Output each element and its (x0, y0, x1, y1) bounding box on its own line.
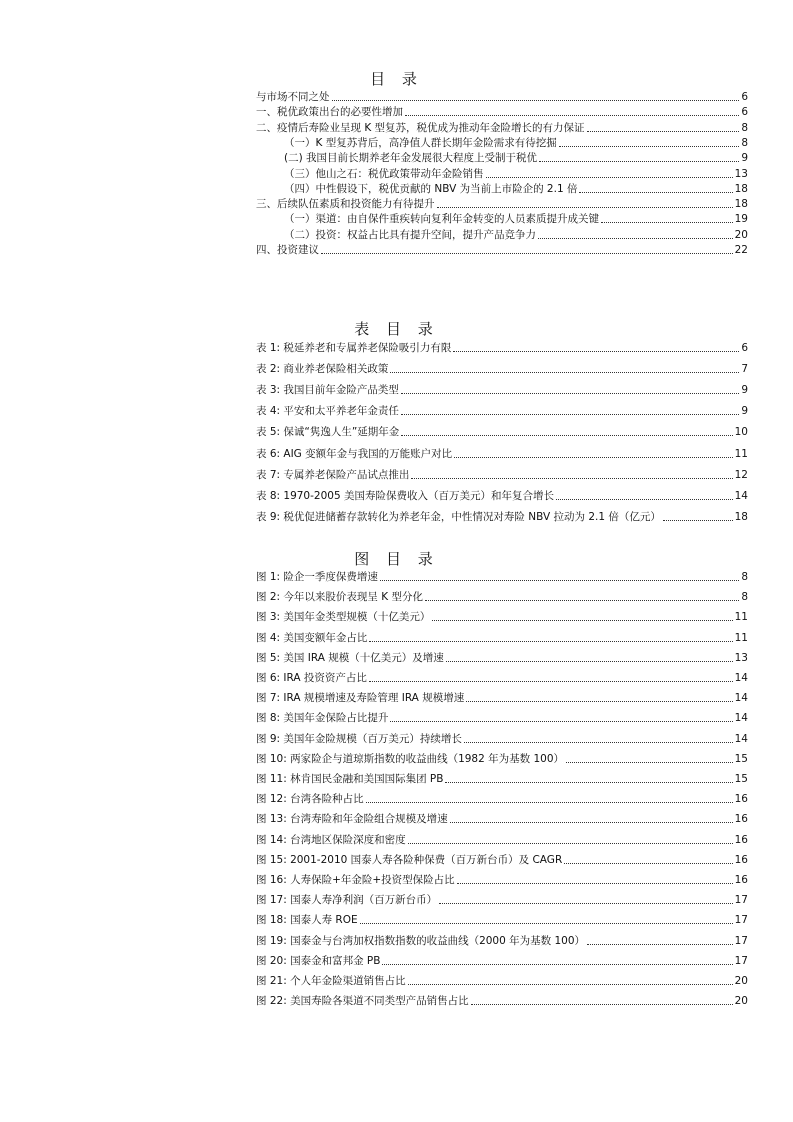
figure-index-entry[interactable] (256, 831, 748, 847)
toc-title: 目 录 (370, 70, 423, 88)
toc-entry-label: 二、疫情后寿险业呈现 K 型复苏，税优成为推动年金险增长的有力保证 (256, 121, 585, 134)
table-index-entry[interactable] (256, 360, 748, 376)
toc-entry[interactable] (256, 165, 748, 181)
dot-leader (439, 903, 733, 904)
figure-index-entry[interactable] (256, 689, 748, 705)
table-index-entry-page-number: 12 (734, 468, 748, 481)
dot-leader (566, 762, 733, 763)
toc-entry[interactable] (256, 149, 748, 165)
figure-index-entry[interactable] (256, 952, 748, 968)
figure-index-entry[interactable] (256, 568, 748, 584)
figure-index-entry-page-number: 11 (734, 631, 748, 644)
dot-leader (464, 742, 733, 743)
figure-index-entry-page-number: 8 (741, 571, 748, 583)
toc-entry-label: 四、投资建议 (256, 244, 319, 256)
toc-entry-page-number: 8 (741, 121, 748, 134)
figure-index-entry-page-number: 20 (734, 995, 748, 1008)
toc-entry[interactable] (256, 241, 748, 257)
dot-leader (366, 802, 733, 803)
dot-leader (587, 944, 733, 945)
table-index-entry-page-number: 9 (741, 384, 748, 397)
toc-entry[interactable] (256, 119, 748, 135)
dot-leader (538, 238, 733, 239)
toc-entry-label: 与市场不同之处 (256, 91, 330, 103)
figure-index-entry-label: 图 2: 今年以来股价表现呈 K 型分化 (256, 591, 423, 604)
toc-entry-label: （二）投资：权益占比具有提升空间，提升产品竞争力 (284, 228, 536, 241)
table-index-entry[interactable] (256, 466, 748, 482)
figure-index-entry-label: 图 18: 国泰人寿 ROE (256, 914, 358, 927)
figure-index-entry[interactable] (256, 810, 748, 826)
dot-leader (408, 984, 733, 985)
dot-leader (321, 253, 733, 254)
dot-leader (401, 393, 739, 394)
toc-entry-label: （一）K 型复苏背后，高净值人群长期年金险需求有待挖掘 (284, 136, 557, 149)
table-index-entry-label: 表 3: 我国目前年金险产品类型 (256, 384, 399, 397)
figure-index-entry-label: 图 9: 美国年金险规模（百万美元）持续增长 (256, 732, 462, 745)
figure-index-entry-page-number: 15 (734, 752, 748, 765)
table-index-entry-label: 表 6: AIG 变额年金与我国的万能账户对比 (256, 447, 453, 460)
figure-index-entry-page-number: 14 (734, 712, 748, 725)
figure-index-entry[interactable] (256, 629, 748, 645)
dot-leader (401, 435, 732, 436)
dot-leader (663, 520, 733, 521)
dot-leader (411, 478, 732, 479)
table-index-entry-page-number: 7 (741, 363, 748, 376)
table-index-entry-label: 表 9: 税优促进储蓄存款转化为养老年金，中性情况对寿险 NBV 拉动为 2.1 倍（亿元） (256, 510, 661, 523)
dot-leader (369, 681, 733, 682)
table-index-entry-page-number: 6 (741, 342, 748, 354)
dot-leader (466, 701, 732, 702)
dot-leader (453, 351, 739, 352)
table-index-entry[interactable] (256, 339, 748, 355)
figure-index-entry-label: 图 1: 险企一季度保费增速 (256, 571, 378, 583)
figure-index-entry-label: 图 22: 美国寿险各渠道不同类型产品销售占比 (256, 995, 469, 1008)
toc-entry-page-number: 22 (734, 244, 748, 256)
table-index-entry-label: 表 5: 保诚“隽逸人生”延期年金 (256, 426, 400, 439)
figure-index-entry[interactable] (256, 891, 748, 907)
figure-index-entry[interactable] (256, 709, 748, 725)
toc-entry-page-number: 6 (741, 91, 748, 103)
toc-entry-page-number: 8 (741, 136, 748, 149)
table-index-entry-label: 表 1: 税延养老和专属养老保险吸引力有限 (256, 342, 452, 354)
toc-entry[interactable] (256, 210, 748, 226)
table-index-entry-label: 表 2: 商业养老保险相关政策 (256, 363, 389, 376)
figure-index-entry-label: 图 12: 台湾各险种占比 (256, 793, 364, 806)
figure-index-entry-label: 图 13: 台湾寿险和年金险组合规模及增速 (256, 813, 448, 826)
toc-entry-page-number: 6 (741, 106, 748, 119)
figure-index-entry-page-number: 16 (734, 833, 748, 846)
figure-index-entry[interactable] (256, 851, 748, 867)
figure-index-entry-label: 图 16: 人寿保险+年金险+投资型保险占比 (256, 874, 455, 886)
toc-entry[interactable] (256, 103, 748, 119)
figure-index-entry[interactable] (256, 770, 748, 786)
figure-index-entry[interactable] (256, 911, 748, 927)
figure-index-entry-label: 图 17: 国泰人寿净利润（百万新台币） (256, 894, 438, 907)
figure-index-entry-label: 图 10: 两家险企与道琼斯指数的收益曲线（1982 年为基数 100） (256, 752, 565, 765)
figure-index-entry[interactable] (256, 871, 748, 887)
figure-index-entry-page-number: 17 (734, 894, 748, 907)
toc-entry-label: （三）他山之石：税优政策带动年金险销售 (284, 167, 484, 180)
dot-leader (432, 620, 732, 621)
figure-index-entry-page-number: 15 (734, 773, 748, 785)
dot-leader (454, 457, 732, 458)
table-index-entry[interactable] (256, 381, 748, 397)
table-index-title: 表 目 录 (354, 320, 439, 338)
figure-index-entry-label: 图 20: 国泰金和富邦金 PB (256, 954, 381, 967)
figure-index-entry[interactable] (256, 932, 748, 948)
toc-entry-label: （四）中性假设下，税优贡献的 NBV 为当前上市险企的 2.1 倍 (284, 182, 578, 195)
table-index-entry-page-number: 14 (734, 489, 748, 502)
figure-index-entry[interactable] (256, 588, 748, 604)
table-index-entry[interactable] (256, 402, 748, 418)
dot-leader (369, 641, 732, 642)
dot-leader (405, 115, 739, 116)
figure-index-entry[interactable] (256, 669, 748, 685)
figure-index-entry[interactable] (256, 649, 748, 665)
dot-leader (425, 600, 739, 601)
toc-entry-label: （一）渠道：由自保件重疾转向复利年金转变的人员素质提升成关键 (284, 213, 599, 226)
figure-index-entry-page-number: 16 (734, 874, 748, 886)
toc-entry-page-number: 19 (734, 213, 748, 226)
figure-index-entry-page-number: 20 (734, 975, 748, 987)
dot-leader (450, 822, 733, 823)
figure-index-entry-label: 图 5: 美国 IRA 规模（十亿美元）及增速 (256, 651, 444, 664)
table-index-entry[interactable] (256, 487, 748, 503)
table-index-entry-page-number: 18 (734, 510, 748, 523)
figure-index-entry-label: 图 6: IRA 投资资产占比 (256, 672, 367, 684)
toc-entry-page-number: 18 (734, 182, 748, 195)
dot-leader (587, 131, 740, 132)
dot-leader (601, 222, 733, 223)
figure-index-entry-page-number: 14 (734, 692, 748, 705)
dot-leader (401, 414, 739, 415)
figure-index-entry-label: 图 8: 美国年金保险占比提升 (256, 712, 389, 725)
toc-entry[interactable] (256, 134, 748, 150)
toc-entry-label: (二) 我国目前长期养老年金发展很大程度上受制于税优 (284, 152, 538, 165)
figure-index-entry[interactable] (256, 790, 748, 806)
table-index-entry-page-number: 11 (734, 447, 748, 460)
figure-index-entry-page-number: 17 (734, 914, 748, 927)
table-index-entry[interactable] (256, 423, 748, 439)
dot-leader (556, 499, 733, 500)
toc-entry-label: 一、税优政策出台的必要性增加 (256, 106, 403, 119)
figure-index-entry-label: 图 19: 国泰金与台湾加权指数指数的收益曲线（2000 年为基数 100） (256, 934, 586, 947)
table-index-entry-page-number: 10 (734, 426, 748, 439)
figure-index-entry-page-number: 17 (734, 934, 748, 947)
dot-leader (390, 721, 732, 722)
figure-index-entry-label: 图 15: 2001-2010 国泰人寿各险种保费（百万新台币）及 CAGR (256, 853, 563, 866)
figure-index-entry-label: 图 21: 个人年金险渠道销售占比 (256, 975, 406, 987)
dot-leader (408, 843, 733, 844)
dot-leader (332, 100, 740, 101)
figure-index-entry-label: 图 14: 台湾地区保险深度和密度 (256, 833, 406, 846)
table-index-entry[interactable] (256, 445, 748, 461)
figure-index-entry-label: 图 7: IRA 规模增速及寿险管理 IRA 规模增速 (256, 692, 465, 705)
figure-index-entry[interactable] (256, 750, 748, 766)
dot-leader (559, 146, 740, 147)
figure-index-entry-label: 图 11: 林肯国民金融和美国国际集团 PB (256, 773, 444, 785)
dot-leader (382, 964, 732, 965)
figure-index-entry-page-number: 11 (734, 611, 748, 624)
table-index-entry-label: 表 8: 1970-2005 美国寿险保费收入（百万美元）和年复合增长 (256, 489, 554, 502)
table-index-entry-label: 表 4: 平安和太平养老年金责任 (256, 405, 399, 418)
figure-index-entry-page-number: 16 (734, 793, 748, 806)
dot-leader (564, 863, 732, 864)
dot-leader (445, 782, 732, 783)
figure-index-entry-page-number: 16 (734, 853, 748, 866)
dot-leader (457, 883, 733, 884)
figure-index-entry-page-number: 14 (734, 672, 748, 684)
figure-index-entry[interactable] (256, 992, 748, 1008)
toc-entry-label: 三、后续队伍素质和投资能力有待提升 (256, 198, 435, 211)
figure-index-entry-page-number: 14 (734, 732, 748, 745)
toc-entry[interactable] (256, 180, 748, 196)
toc-entry-page-number: 9 (741, 152, 748, 165)
figure-index-entry-page-number: 13 (734, 651, 748, 664)
figure-index-entry-page-number: 17 (734, 954, 748, 967)
figure-index-entry-page-number: 16 (734, 813, 748, 826)
toc-entry[interactable] (256, 226, 748, 242)
figure-index-entry-label: 图 4: 美国变额年金占比 (256, 631, 368, 644)
dot-leader (390, 372, 739, 373)
toc-entry[interactable] (256, 195, 748, 211)
figure-index-entry[interactable] (256, 730, 748, 746)
dot-leader (446, 661, 733, 662)
figure-index-entry-label: 图 3: 美国年金类型规模（十亿美元） (256, 611, 431, 624)
figure-index-entry[interactable] (256, 972, 748, 988)
dot-leader (471, 1004, 733, 1005)
toc-entry[interactable] (256, 88, 748, 104)
figure-index-title: 图 目 录 (354, 550, 439, 568)
table-index-entry[interactable] (256, 508, 748, 524)
dot-leader (486, 177, 733, 178)
toc-entry-page-number: 13 (734, 167, 748, 180)
dot-leader (360, 923, 733, 924)
dot-leader (437, 207, 733, 208)
dot-leader (539, 161, 739, 162)
dot-leader (380, 580, 739, 581)
toc-entry-page-number: 18 (734, 198, 748, 211)
dot-leader (579, 192, 732, 193)
figure-index-entry[interactable] (256, 608, 748, 624)
toc-entry-page-number: 20 (734, 228, 748, 241)
figure-index-entry-page-number: 8 (741, 591, 748, 604)
table-index-entry-label: 表 7: 专属养老保险产品试点推出 (256, 468, 410, 481)
table-index-entry-page-number: 9 (741, 405, 748, 418)
